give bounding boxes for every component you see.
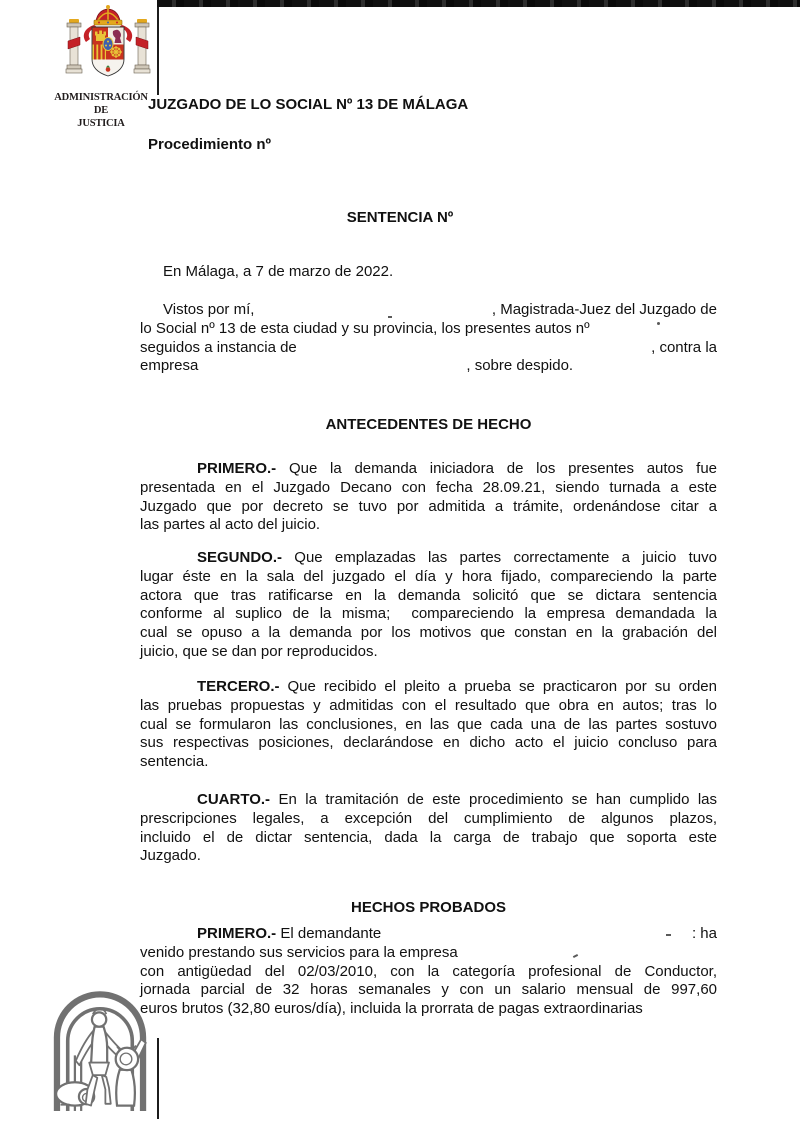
text-line: jornada parcial de 32 horas semanales y con un salario mensual de 997,60 [140, 981, 717, 999]
text-line: venido prestando sus servicios para la empresa [140, 943, 458, 961]
date-line [140, 263, 717, 280]
scan-speck [657, 322, 660, 325]
text-line: lugar éste en la sala del juzgado el día y hora fijado, compareciendo la parte [140, 567, 717, 585]
paragraph-lead: TERCERO.- [197, 678, 280, 695]
sentence-title: SENTENCIA Nº [346, 209, 454, 226]
org-line: DE [93, 105, 109, 116]
text-line: presentada en el Juzgado Decano con fecha 28.09.21, siendo turnada a este [140, 478, 717, 496]
paragraph-lead: SEGUNDO.- [197, 549, 283, 566]
text-line: Juzgado. [140, 847, 201, 865]
text-segment: , contra la [651, 338, 717, 356]
text-line [140, 339, 717, 358]
text-line: incluido el de dictar sentencia, dada la carga de trabajo que soporta este [140, 828, 717, 846]
text-segment: Que recibido el pleito a prueba se practicaron por su orden [287, 678, 717, 695]
text-line: juicio, que se dan por reproducidos. [140, 642, 378, 660]
paragraph-lead: PRIMERO.- [197, 925, 277, 942]
date-text: En Málaga, a 7 de marzo de 2022. [163, 263, 394, 280]
text-line [140, 301, 717, 320]
text-line: prescripciones legales, a excepción del cumplimiento de algunos plazos, [140, 809, 717, 827]
paragraph-antecedentes-cuarto [140, 791, 717, 866]
scan-edge-artifact [157, 0, 800, 7]
paragraph-antecedentes-tercero [140, 678, 717, 772]
text-line: las pruebas propuestas y admitidas con el resultado que obra en autos; tras lo [140, 696, 717, 714]
junta-andalucia-emblem-logo [48, 984, 152, 1116]
redacted-blank [198, 369, 466, 370]
paragraph-hechos-primero [140, 925, 717, 1019]
text-segment: , sobre despido. [466, 357, 574, 375]
text-segment: En la tramitación de este procedimiento se han cumplido las [278, 791, 718, 808]
text-line: sentencia. [140, 753, 209, 771]
text-segment: seguidos a instancia de [140, 338, 297, 356]
paragraph-antecedentes-primero [140, 460, 717, 535]
text-line: sus respectivas posiciones, declarándose en dicho acto el juicio concluso para [140, 734, 717, 752]
antecedentes-heading: ANTECEDENTES DE HECHO [325, 416, 532, 433]
hechos-probados-heading: HECHOS PROBADOS [350, 899, 507, 916]
text-segment: , Magistrada-Juez del Juzgado de [491, 301, 717, 318]
paragraph-lead: CUARTO.- [197, 791, 271, 808]
text-line [140, 925, 717, 944]
text-line: lo Social nº 13 de esta ciudad y su provincia, los presentes autos nº [140, 319, 590, 337]
text-line: actora que tras ratificarse en la demanda solicitó que se dictara sentencia [140, 586, 717, 604]
text-segment: : ha [691, 925, 717, 942]
header-divider-rule [157, 7, 159, 95]
text-line: las partes al acto del juicio. [140, 516, 321, 534]
procedure-number-label: Procedimiento nº [148, 136, 271, 153]
org-line: ADMINISTRACIÓN [54, 92, 148, 103]
text-line [140, 791, 717, 810]
text-segment: Que emplazadas las partes correctamente a juicio tuvo [294, 549, 717, 566]
text-line [140, 357, 717, 376]
footer-divider-rule [157, 1038, 159, 1119]
paragraph-lead: PRIMERO.- [197, 460, 277, 477]
org-line: JUSTICIA [77, 118, 125, 129]
text-line [140, 678, 717, 697]
text-line: cual se formularon las conclusiones, en las que cada una de las partes sostuvo [140, 715, 717, 733]
text-line: euros brutos (32,80 euros/día), incluida la prorrata de pagas extraordinarias [140, 1000, 643, 1018]
text-segment: Vistos por mí, [163, 301, 255, 318]
text-line [140, 549, 717, 568]
text-line: Juzgado que por decreto se tuvo por admitida a trámite, ordenándose citar a [140, 497, 717, 515]
paragraph-intro [140, 301, 717, 376]
text-segment: PRIMERO.- El demandante [197, 925, 382, 942]
text-line: conforme al suplico de la misma; compareciendo la empresa demandada la [140, 605, 717, 623]
paragraph-antecedentes-segundo [140, 549, 717, 662]
scan-speck [388, 316, 392, 318]
scan-speck [666, 934, 671, 936]
text-line: cual se opuso a la demanda por los motivos que constan en la grabación del [140, 624, 717, 642]
spain-coat-of-arms-logo [60, 3, 156, 93]
text-segment: empresa [140, 357, 199, 375]
text-line [140, 460, 717, 479]
court-title: JUZGADO DE LO SOCIAL Nº 13 DE MÁLAGA [148, 96, 469, 113]
text-segment: Que la demanda iniciadora de los presentes autos fue [288, 460, 718, 477]
text-line: con antigüedad del 02/03/2010, con la categoría profesional de Conductor, [140, 962, 717, 980]
